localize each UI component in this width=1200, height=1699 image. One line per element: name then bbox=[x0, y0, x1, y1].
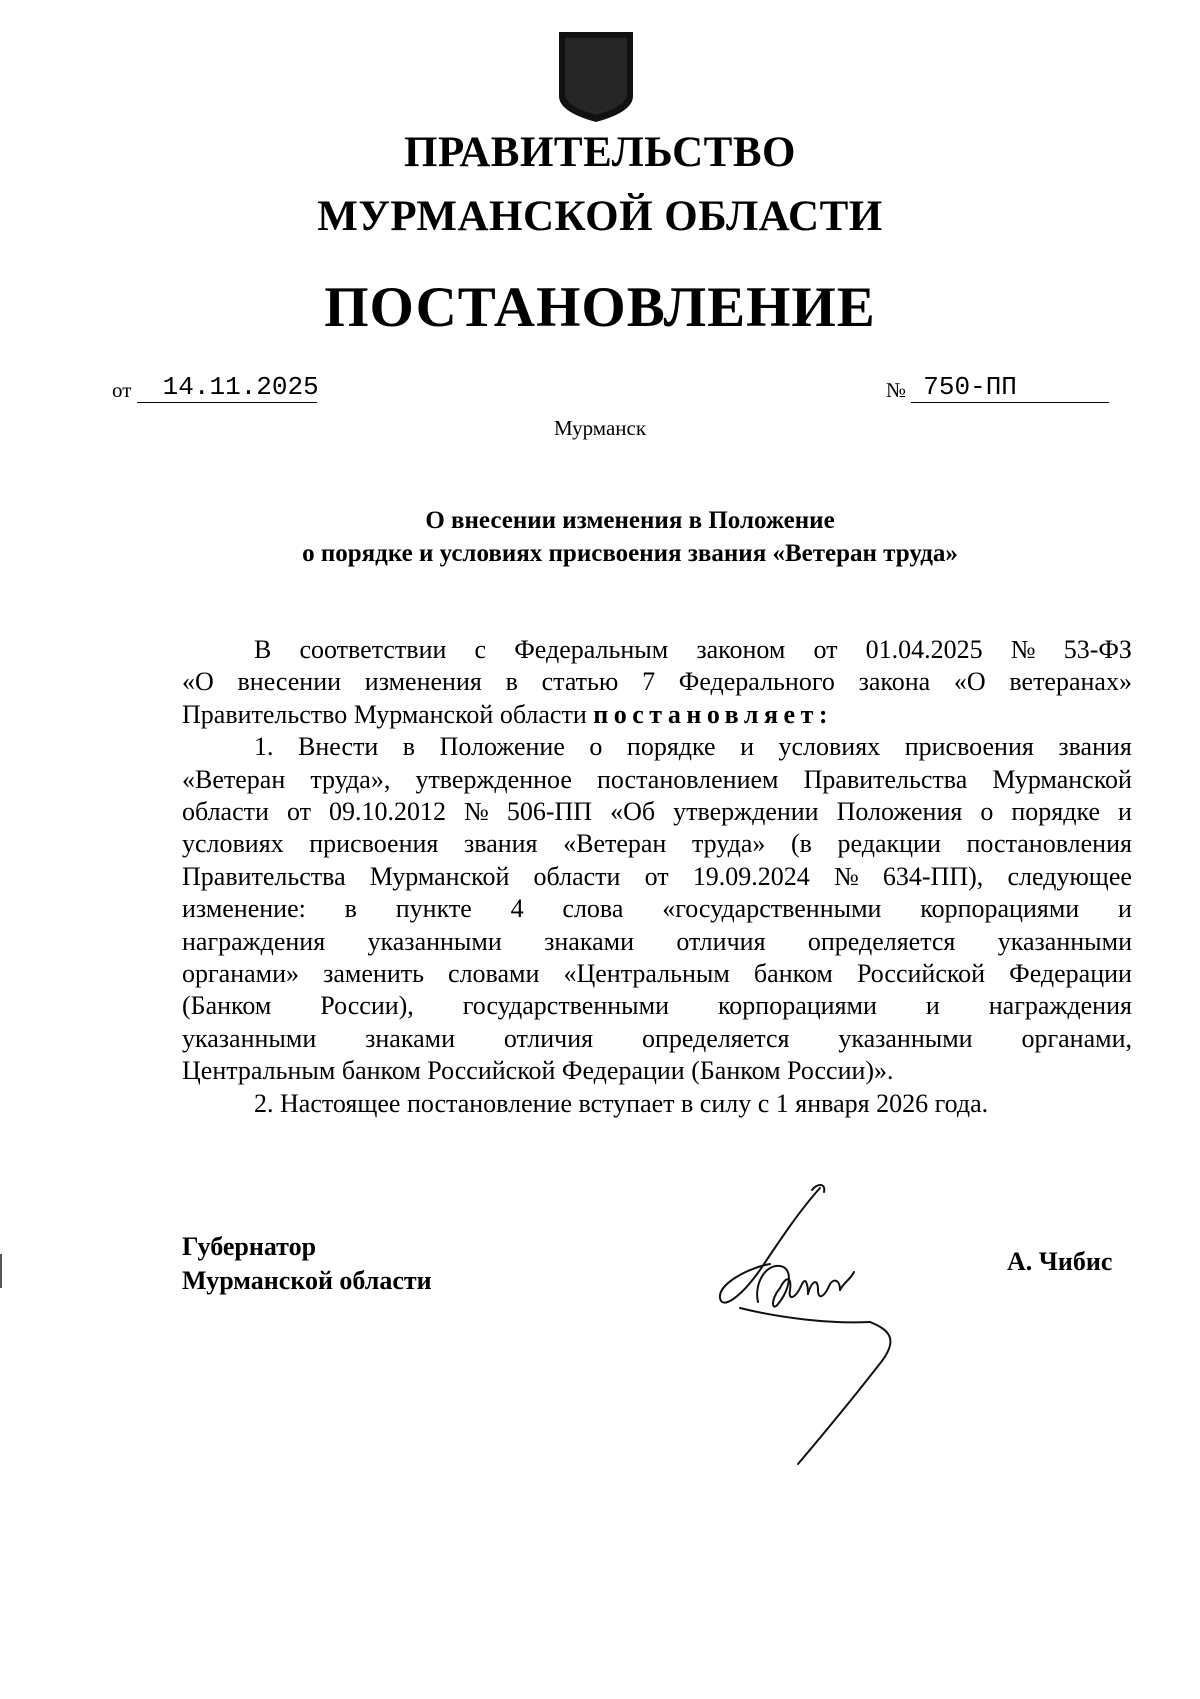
body-word: законом bbox=[696, 635, 786, 664]
body-word: «Ветеран bbox=[182, 764, 286, 794]
body-text: Правительство Мурманской области bbox=[182, 699, 587, 729]
resolution-keyword: постановляет: bbox=[593, 699, 833, 729]
body-word: присвоения bbox=[904, 732, 1034, 762]
body-word: и bbox=[925, 991, 940, 1021]
body-line bbox=[182, 796, 1132, 828]
body-word: от bbox=[286, 797, 311, 827]
body-word: 19.09.2024 bbox=[692, 861, 810, 891]
body-word: ветеранах» bbox=[1009, 667, 1132, 697]
body-word: редакции bbox=[837, 829, 941, 859]
document-subject bbox=[180, 504, 1080, 570]
body-word: пункте bbox=[395, 894, 472, 924]
body-word: «Об bbox=[610, 797, 656, 827]
body-word: Положение bbox=[439, 732, 565, 762]
body-word: корпорациями bbox=[717, 991, 877, 1021]
body-line bbox=[182, 1088, 1132, 1120]
signatory-title-line2: Мурманской области bbox=[182, 1266, 432, 1295]
body-line bbox=[182, 1055, 1132, 1087]
body-word: о bbox=[980, 797, 994, 827]
body-word: указанными bbox=[367, 926, 502, 956]
body-word: государственными bbox=[462, 991, 670, 1021]
body-line bbox=[182, 958, 1132, 990]
body-word: слова bbox=[562, 894, 624, 924]
body-line bbox=[182, 764, 1132, 796]
body-text: 2. Настоящее постановление вступает в силу с 1 января 2026 года. bbox=[254, 1088, 989, 1118]
handwritten-signature bbox=[700, 1180, 930, 1470]
body-line bbox=[182, 893, 1132, 925]
body-line bbox=[182, 1023, 1132, 1055]
body-line bbox=[182, 926, 1132, 958]
body-word: Федерального bbox=[678, 667, 835, 697]
signatory-title-line1: Губернатор bbox=[182, 1232, 317, 1261]
body-word: отличия bbox=[676, 926, 766, 956]
body-word: Правительства bbox=[182, 861, 346, 891]
coat-of-arms-emblem bbox=[555, 30, 637, 124]
body-word: звания bbox=[1058, 732, 1132, 762]
body-word: «О bbox=[182, 667, 214, 697]
body-word: и bbox=[740, 732, 754, 762]
body-word: о bbox=[589, 732, 603, 762]
body-word: органами» bbox=[182, 959, 300, 989]
body-word: указанными bbox=[838, 1023, 973, 1053]
body-word: 53-ФЗ bbox=[1063, 635, 1132, 664]
body-word: № bbox=[1010, 635, 1036, 664]
body-word: труда», bbox=[310, 764, 391, 794]
body-word: Положения bbox=[836, 797, 963, 827]
body-line bbox=[182, 990, 1132, 1022]
body-word: определяется bbox=[807, 926, 956, 956]
organization-name-line2: МУРМАНСКОЙ ОБЛАСТИ bbox=[317, 193, 883, 240]
body-word: отличия bbox=[503, 1023, 594, 1053]
body-word: звания bbox=[463, 829, 538, 859]
scan-edge-mark bbox=[0, 1254, 2, 1288]
body-word: 09.10.2012 bbox=[328, 797, 446, 827]
body-word: утвержденное bbox=[415, 764, 572, 794]
body-word: (в bbox=[791, 829, 812, 859]
body-word: № bbox=[464, 797, 489, 827]
body-word: и bbox=[1118, 797, 1132, 827]
date-prefix: от bbox=[112, 378, 132, 402]
body-word: с bbox=[474, 635, 487, 664]
body-word: области bbox=[182, 797, 269, 827]
document-body bbox=[182, 634, 1132, 1120]
body-word: словами bbox=[448, 959, 540, 989]
body-word: порядке bbox=[1011, 797, 1101, 827]
body-word: соответствии bbox=[299, 635, 447, 664]
body-word: от bbox=[644, 861, 669, 891]
body-word: Мурманской bbox=[992, 764, 1132, 794]
body-word: постановлением bbox=[597, 764, 779, 794]
body-word: условиях bbox=[182, 829, 284, 859]
body-word: «Центральным bbox=[563, 959, 730, 989]
document-number bbox=[886, 372, 1109, 403]
body-word: внесении bbox=[237, 667, 342, 697]
body-word: Федеральным bbox=[514, 635, 669, 664]
body-text: Центральным банком Российской Федерации (Банком России)». bbox=[182, 1056, 894, 1086]
body-word: банком bbox=[753, 959, 833, 989]
body-word: определяется bbox=[641, 1023, 790, 1053]
body-word: России), bbox=[320, 991, 414, 1021]
subject-line1: О внесении изменения в Положение bbox=[425, 507, 835, 534]
body-word: следующее bbox=[1007, 861, 1132, 891]
body-word: знаками bbox=[544, 926, 634, 956]
body-word: Правительства bbox=[803, 764, 968, 794]
body-line bbox=[182, 861, 1132, 893]
body-line bbox=[182, 634, 1132, 666]
body-word: присвоения bbox=[309, 829, 439, 859]
body-word: порядке bbox=[626, 732, 716, 762]
body-word: 634-ПП), bbox=[882, 861, 984, 891]
body-word: от bbox=[813, 635, 838, 664]
body-line bbox=[182, 731, 1132, 763]
body-line bbox=[182, 666, 1132, 698]
body-word: указанными bbox=[182, 1023, 317, 1053]
body-word: закона bbox=[858, 667, 931, 697]
body-word: награждения bbox=[182, 926, 326, 956]
signatory-name: А. Чибис bbox=[1007, 1247, 1113, 1276]
body-word: труда» bbox=[691, 829, 766, 859]
body-word: условиях bbox=[778, 732, 881, 762]
body-word: статью bbox=[541, 667, 619, 697]
body-word: «государственными bbox=[662, 894, 882, 924]
body-word: Федерации bbox=[1009, 959, 1132, 989]
body-word: органами, bbox=[1021, 1023, 1132, 1053]
body-word: корпорациями bbox=[920, 894, 1080, 924]
body-line bbox=[182, 828, 1132, 860]
subject-line2: о порядке и условиях присвоения звания «Ветеран труда» bbox=[302, 540, 958, 567]
body-word: в bbox=[344, 894, 357, 924]
number-prefix: № bbox=[886, 378, 907, 402]
document-date bbox=[112, 372, 317, 403]
body-word: изменения bbox=[364, 667, 482, 697]
body-word: 4 bbox=[510, 894, 524, 924]
body-word: указанными bbox=[997, 926, 1132, 956]
signatory-title bbox=[182, 1230, 432, 1298]
body-word: в bbox=[505, 667, 518, 697]
body-word: изменение: bbox=[182, 894, 306, 924]
body-word: заменить bbox=[323, 959, 424, 989]
organization-name-line1: ПРАВИТЕЛЬСТВО bbox=[404, 129, 796, 176]
body-word: и bbox=[1118, 894, 1132, 924]
body-word: 7 bbox=[642, 667, 656, 697]
body-word: Мурманской bbox=[369, 861, 510, 891]
body-word: Внести bbox=[298, 732, 379, 762]
body-word: «О bbox=[953, 667, 986, 697]
body-word: № bbox=[833, 861, 859, 891]
city-name: Мурманск bbox=[553, 416, 647, 440]
body-word: «Ветеран bbox=[563, 829, 667, 859]
body-word: постановления bbox=[966, 829, 1132, 859]
document-type-title: ПОСТАНОВЛЕНИЕ bbox=[324, 276, 876, 339]
body-word: 506-ПП bbox=[506, 797, 593, 827]
body-word: в bbox=[402, 732, 416, 762]
body-line bbox=[182, 699, 1132, 731]
body-word: 1. bbox=[254, 732, 274, 762]
body-word: Российской bbox=[856, 959, 986, 989]
body-word: области bbox=[533, 861, 621, 891]
body-word: награждения bbox=[988, 991, 1132, 1021]
body-word: (Банком bbox=[182, 991, 272, 1021]
body-word: знаками bbox=[365, 1023, 455, 1053]
number-value: 750-ПП bbox=[911, 372, 1109, 403]
body-word: утверждении bbox=[673, 797, 819, 827]
body-word: 01.04.2025 bbox=[865, 635, 983, 664]
body-word: В bbox=[254, 635, 272, 664]
emblem-shield-icon bbox=[555, 30, 637, 124]
date-value: 14.11.2025 bbox=[137, 372, 317, 403]
